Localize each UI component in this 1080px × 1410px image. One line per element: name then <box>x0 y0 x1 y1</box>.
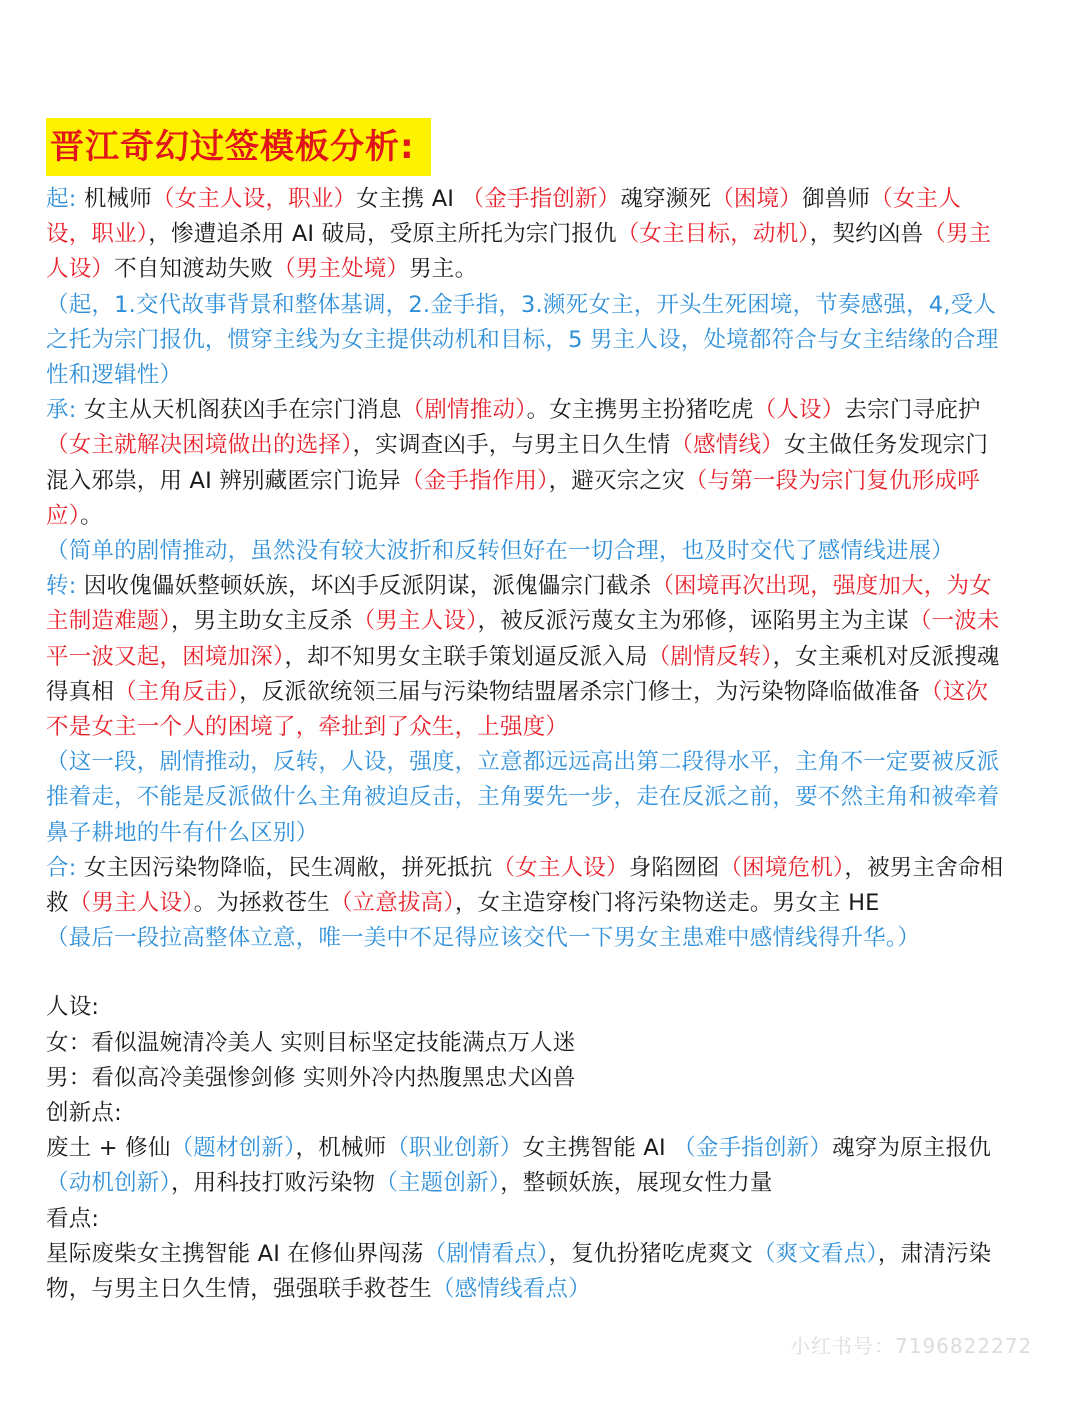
text-segment: （男主人设） <box>68 890 194 917</box>
text-segment: 女主携 AI <box>356 186 462 212</box>
text-segment: 人设: <box>46 994 100 1021</box>
text-segment: 看点: <box>46 1205 100 1232</box>
text-segment: 女主做任务发现宗门混入邪祟，用 AI 辨别藏匿宗门诡异 <box>46 432 989 494</box>
paragraph <box>46 1131 1006 1201</box>
text-segment: （最后一段拉高整体立意，唯一美中不足得应该交代一下男女主患难中感情线得升华。） <box>46 925 921 952</box>
text-segment: （困境危机） <box>719 854 845 881</box>
paragraph <box>46 745 1006 851</box>
text-segment: 去宗门寻庇护 <box>844 397 981 424</box>
title-wrap <box>46 118 1006 176</box>
text-segment: 。 <box>80 502 103 529</box>
text-segment: （男主人设） <box>352 608 478 635</box>
text-segment: ，女主造穿梭门将污染物送走。男女主 HE <box>454 890 880 917</box>
text-segment: ，整顿妖族，展现女性力量 <box>500 1170 773 1197</box>
text-segment: ，被反派污蔑女主为邪修，诬陷男主为主谋 <box>477 608 909 635</box>
text-segment: ，契约凶兽 <box>809 221 924 248</box>
text-segment: ，避灭宗之灾 <box>548 467 685 494</box>
text-segment: ，用科技打败污染物 <box>170 1170 376 1197</box>
text-segment: （这次不是女主一个人的困境了，牵扯到了众生，上强度） <box>46 678 989 741</box>
text-segment: （男主处境） <box>273 256 410 283</box>
text-segment: 魂穿为原主报仇 <box>832 1135 991 1162</box>
text-segment: 御兽师 <box>802 186 871 212</box>
text-segment: ，女主乘机对反派搜魂得真相 <box>46 643 1000 705</box>
text-segment: （感情线看点） <box>431 1276 591 1303</box>
text-segment: （简单的剧情推动，虽然没有较大波折和反转但好在一切合理，也及时交代了感情线进展） <box>46 538 955 565</box>
paragraph <box>46 851 1006 921</box>
text-segment: ，机械师 <box>295 1135 387 1162</box>
paragraph <box>46 393 1006 534</box>
text-segment: （金手指作用） <box>400 467 549 494</box>
text-segment: （一波未平一波又起，困境加深） <box>46 608 1000 670</box>
text-segment: 废土 + 修仙 <box>46 1135 171 1162</box>
text-segment: （困境再次出现，强度加大，为女主制造难题） <box>46 573 992 635</box>
text-segment: （困境） <box>711 186 803 212</box>
text-segment: （题材创新） <box>170 1135 296 1162</box>
text-segment: 女主因污染物降临，民生凋敝，拼死抵抗 <box>76 854 493 881</box>
text-segment: （起，1.交代故事背景和整体基调，2.金手指，3.濒死女主，开头生死困境，节奏感强，4,受人之托为宗门报仇，惯穿主线为女主提供动机和目标，5 男主人设，处境都符合与女主结缘的合理性和逻辑性） <box>46 291 999 389</box>
text-segment: 起: <box>46 186 77 212</box>
text-segment: （女主目标，动机） <box>616 221 810 248</box>
text-segment: 因收傀儡妖整顿妖族，坏凶手反派阴谋，派傀儡宗门截杀 <box>76 573 652 600</box>
text-segment: 机械师 <box>76 186 152 212</box>
text-segment: ，复仇扮猪吃虎爽文 <box>548 1240 753 1267</box>
paragraph <box>46 1061 1006 1096</box>
text-segment: （金手指创新） <box>461 186 621 212</box>
paragraph <box>46 534 1006 569</box>
text-segment: （女主人设） <box>492 854 629 881</box>
text-segment: ，惨遭追杀用 AI 破局，受原主所托为宗门报仇 <box>148 221 617 248</box>
paragraph <box>46 1202 1006 1237</box>
text-segment: （女主人设，职业） <box>151 186 357 212</box>
text-segment: ，肃清污染物，与男主日久生情，强强联手救苍生 <box>46 1240 992 1303</box>
paragraph <box>46 288 1006 394</box>
text-segment: ，反派欲统领三届与污染物结盟屠杀宗门修士，为污染物降临做准备 <box>239 678 921 705</box>
watermark: 小红书号：7196822272 <box>790 1334 1033 1358</box>
text-segment: 创新点: <box>46 1100 122 1127</box>
text-segment: 女：看似温婉清冷美人 实则目标坚定技能满点万人迷 <box>46 1029 576 1056</box>
paragraph <box>46 921 1006 956</box>
text-segment: （主角反击） <box>114 678 240 705</box>
text-segment: （男主人设） <box>46 221 992 283</box>
text-segment: （与第一段为宗门复仇形成呼应） <box>46 467 980 529</box>
paragraph <box>46 1096 1006 1131</box>
paragraph <box>46 1026 1006 1061</box>
text-segment: 身陷囫囵 <box>628 854 720 881</box>
text-segment: （剧情看点） <box>423 1240 549 1267</box>
text-segment: （立意拔高） <box>329 890 455 917</box>
text-segment: （感情线） <box>670 432 784 459</box>
text-segment: （女主就解决困境做出的选择） <box>46 432 353 459</box>
text-segment: 承: <box>46 397 77 424</box>
text-segment: （这一段，剧情推动，反转，人设，强度，立意都远远高出第二段得水平，主角不一定要被反派推着走，不能是反派做什么主角被迫反击，主角要先一步，走在反派之前，要不然主角和被牵着鼻子耕地的牛有什么区别） <box>46 749 1000 846</box>
paragraph-list <box>46 182 1006 1307</box>
paragraph <box>46 1237 1006 1307</box>
text-segment: （女主人设，职业） <box>46 186 961 248</box>
text-segment: （爽文看点） <box>752 1240 878 1267</box>
text-segment: 女主携智能 AI <box>522 1135 674 1162</box>
text-segment: 男主。 <box>409 256 478 283</box>
text-segment: ，却不知男女主联手策划逼反派入局 <box>284 643 648 670</box>
text-segment: ，男主助女主反杀 <box>170 608 353 635</box>
text-segment: （金手指创新） <box>673 1135 833 1162</box>
text-segment: 合: <box>46 854 77 881</box>
text-segment: 。为拯救苍生 <box>193 890 330 917</box>
text-segment: ，实调查凶手，与男主日久生情 <box>352 432 671 459</box>
text-segment: 不自知渡劫失败 <box>114 256 274 283</box>
text-segment: （剧情反转） <box>647 643 773 670</box>
document-body <box>46 118 1006 1307</box>
paragraph <box>46 569 1006 745</box>
text-segment: 男：看似高冷美强惨剑修 实则外冷内热腹黑忠犬凶兽 <box>46 1064 576 1091</box>
text-segment: ，被男主舍命相救 <box>46 854 1004 917</box>
page-title: 晋江奇幻过签模板分析: <box>46 118 431 176</box>
text-segment: 星际废柴女主携智能 AI 在修仙界闯荡 <box>46 1240 424 1267</box>
paragraph <box>46 990 1006 1025</box>
text-segment: 转: <box>46 573 77 600</box>
text-segment: 魂穿濒死 <box>620 186 712 212</box>
text-segment: （动机创新） <box>46 1170 171 1197</box>
paragraph <box>46 182 1006 288</box>
text-segment: （职业创新） <box>386 1135 523 1162</box>
text-segment: （主题创新） <box>375 1170 501 1197</box>
text-segment: 。女主携男主扮猪吃虎 <box>526 397 754 424</box>
text-segment: （剧情推动） <box>401 397 527 424</box>
text-segment: （人设） <box>753 397 845 424</box>
text-segment: 女主从天机阁获凶手在宗门消息 <box>76 397 402 424</box>
